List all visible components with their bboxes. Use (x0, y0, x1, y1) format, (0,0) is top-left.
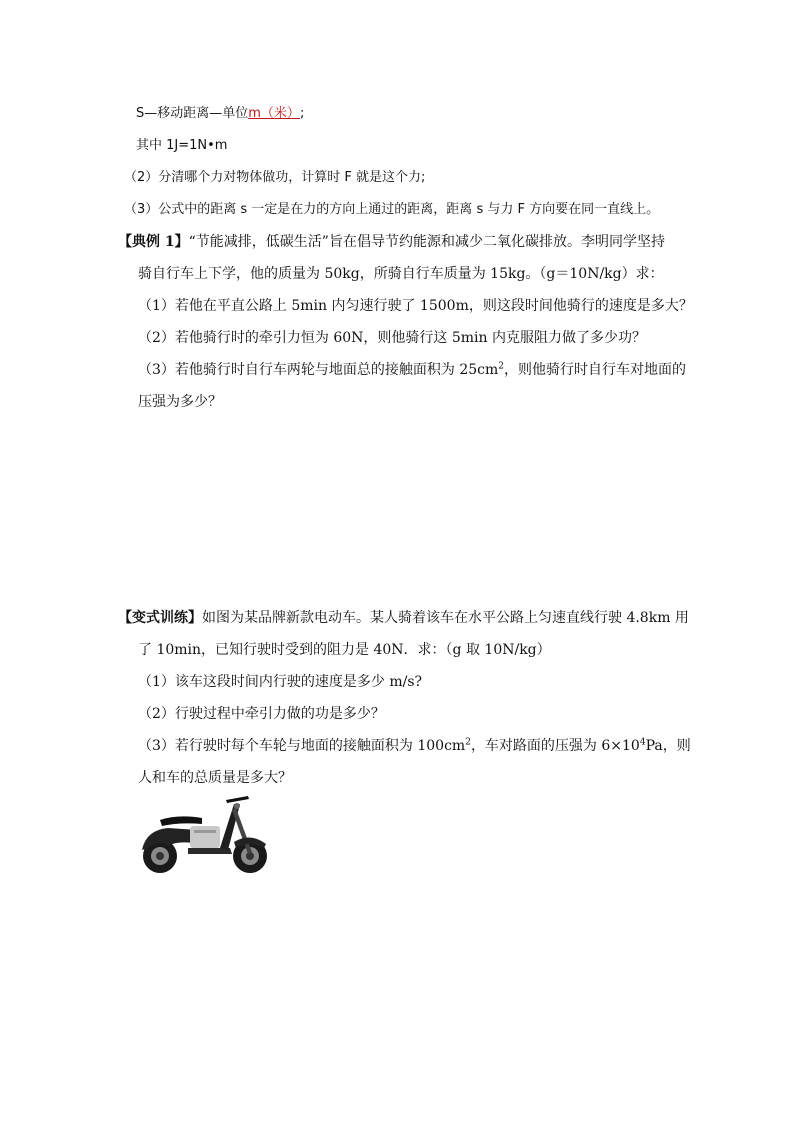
note-2: （2）分清哪个力对物体做功，计算时 F 就是这个力; (124, 170, 426, 185)
variant-q3 (138, 736, 691, 756)
unit-line (136, 104, 304, 124)
distance-definition: S—移动距离—单位 (136, 106, 249, 121)
variant-label: 【变式训练】 (118, 610, 202, 626)
variant-q3-sup: 2 (465, 737, 471, 748)
note-3: （3）公式中的距离 s 一定是在力的方向上通过的距离，距离 s 与力 F 方向要在同一直线上。 (124, 202, 660, 217)
unit-meter: m（米） (248, 106, 300, 121)
example1-q1: （1）若他在平直公路上 5min 内匀速行驶了 1500m，则这段时间他骑行的速度是多大？ (138, 298, 693, 314)
example1-q3-sup: 2 (498, 361, 505, 372)
example1-intro (118, 232, 665, 252)
joule-definition: 其中 1J=1N•m (136, 138, 228, 153)
variant-intro (118, 608, 689, 628)
variant-q3-sup2: 4 (639, 737, 646, 748)
example1-label: 【典例 1】 (118, 234, 189, 250)
variant-q3-line2: 人和车的总质量是多大？ (138, 770, 292, 786)
example1-q3-post: ，则他骑行时自行车对地面的 (504, 362, 687, 378)
variant-q3-post: Pa，则 (645, 738, 691, 754)
unit-punct: ; (299, 106, 305, 121)
electric-scooter-icon (138, 790, 272, 876)
variant-q3-mid: ，车对路面的压强为 6×10 (470, 738, 640, 754)
variant-q2: （2）行驶过程中牵引力做的功是多少？ (138, 706, 385, 722)
variant-intro-2: 了 10min，已知行驶时受到的阻力是 40N．求：（g 取 10N/kg） (138, 642, 551, 658)
example1-intro-2: 骑自行车上下学，他的质量为 50kg，所骑自行车质量为 15kg。（g＝10N/kg）求： (138, 266, 664, 282)
variant-q1: （1）该车这段时间内行驶的速度是多少 m/s? (138, 674, 423, 690)
variant-intro-text: 如图为某品牌新款电动车。某人骑着该车在水平公路上匀速直线行驶 4.8km 用 (202, 610, 689, 626)
variant-q3-text: （3）若行驶时每个车轮与地面的接触面积为 100cm (138, 738, 466, 754)
example1-q3-text: （3）若他骑行时自行车两轮与地面总的接触面积为 25cm (138, 362, 499, 378)
example1-q2: （2）若他骑行时的牵引力恒为 60N，则他骑行这 5min 内克服阻力做了多少功？ (138, 330, 646, 346)
example1-intro-text: “节能减排，低碳生活”旨在倡导节约能源和减少二氧化碳排放。李明同学坚持 (188, 234, 665, 250)
example1-q3-line2: 压强为多少？ (138, 394, 222, 410)
example1-q3 (138, 360, 686, 380)
